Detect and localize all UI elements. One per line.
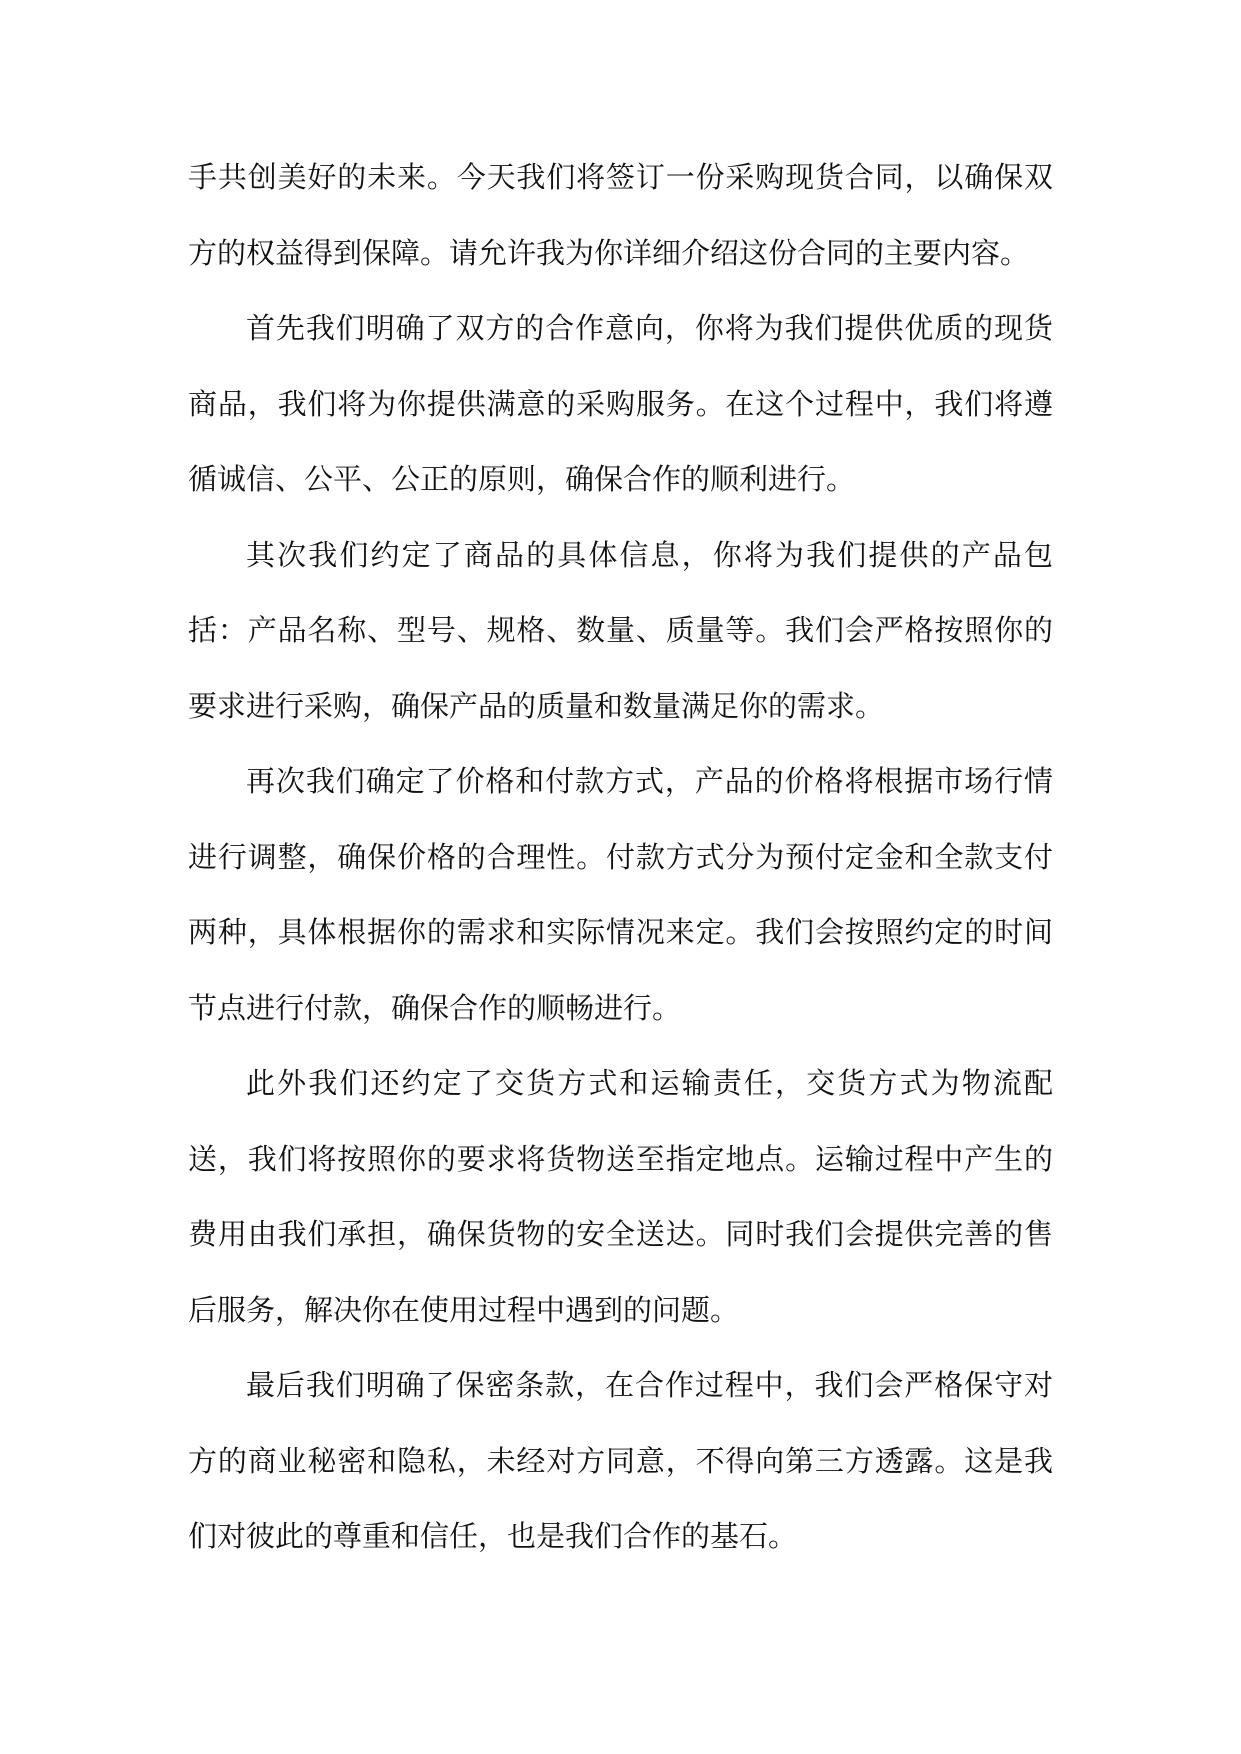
paragraph-product-info: 其次我们约定了商品的具体信息，你将为我们提供的产品包括：产品名称、型号、规格、数量、质量等。我们会严格按照你的要求进行采购，确保产品的质量和数量满足你的需求。 — [188, 537, 1053, 723]
paragraph-confidentiality: 最后我们明确了保密条款，在合作过程中，我们会严格保守对方的商业秘密和隐私，未经对方同意，不得向第三方透露。这是我们对彼此的尊重和信任，也是我们合作的基石。 — [188, 1368, 1053, 1553]
paragraph-continuation: 手共创美好的未来。今天我们将签订一份采购现货合同，以确保双方的权益得到保障。请允许我为你详细介绍这份合同的主要内容。 — [188, 160, 1053, 270]
paragraph-delivery-transport: 此外我们还约定了交货方式和运输责任，交货方式为物流配送，我们将按照你的要求将货物送至指定地点。运输过程中产生的费用由我们承担，确保货物的安全送达。同时我们会提供完善的售后服务，解决你在使用过程中遇到的问题。 — [188, 1066, 1053, 1327]
paragraph-cooperation-intent: 首先我们明确了双方的合作意向，你将为我们提供优质的现货商品，我们将为你提供满意的采购服务。在这个过程中，我们将遵循诚信、公平、公正的原则，确保合作的顺利进行。 — [188, 311, 1053, 496]
paragraph-price-payment: 再次我们确定了价格和付款方式，产品的价格将根据市场行情进行调整，确保价格的合理性。付款方式分为预付定金和全款支付两种，具体根据你的需求和实际情况来定。我们会按照约定的时间节点进行付款，确保合作的顺畅进行。 — [188, 764, 1053, 1025]
document-body — [188, 140, 1053, 1575]
